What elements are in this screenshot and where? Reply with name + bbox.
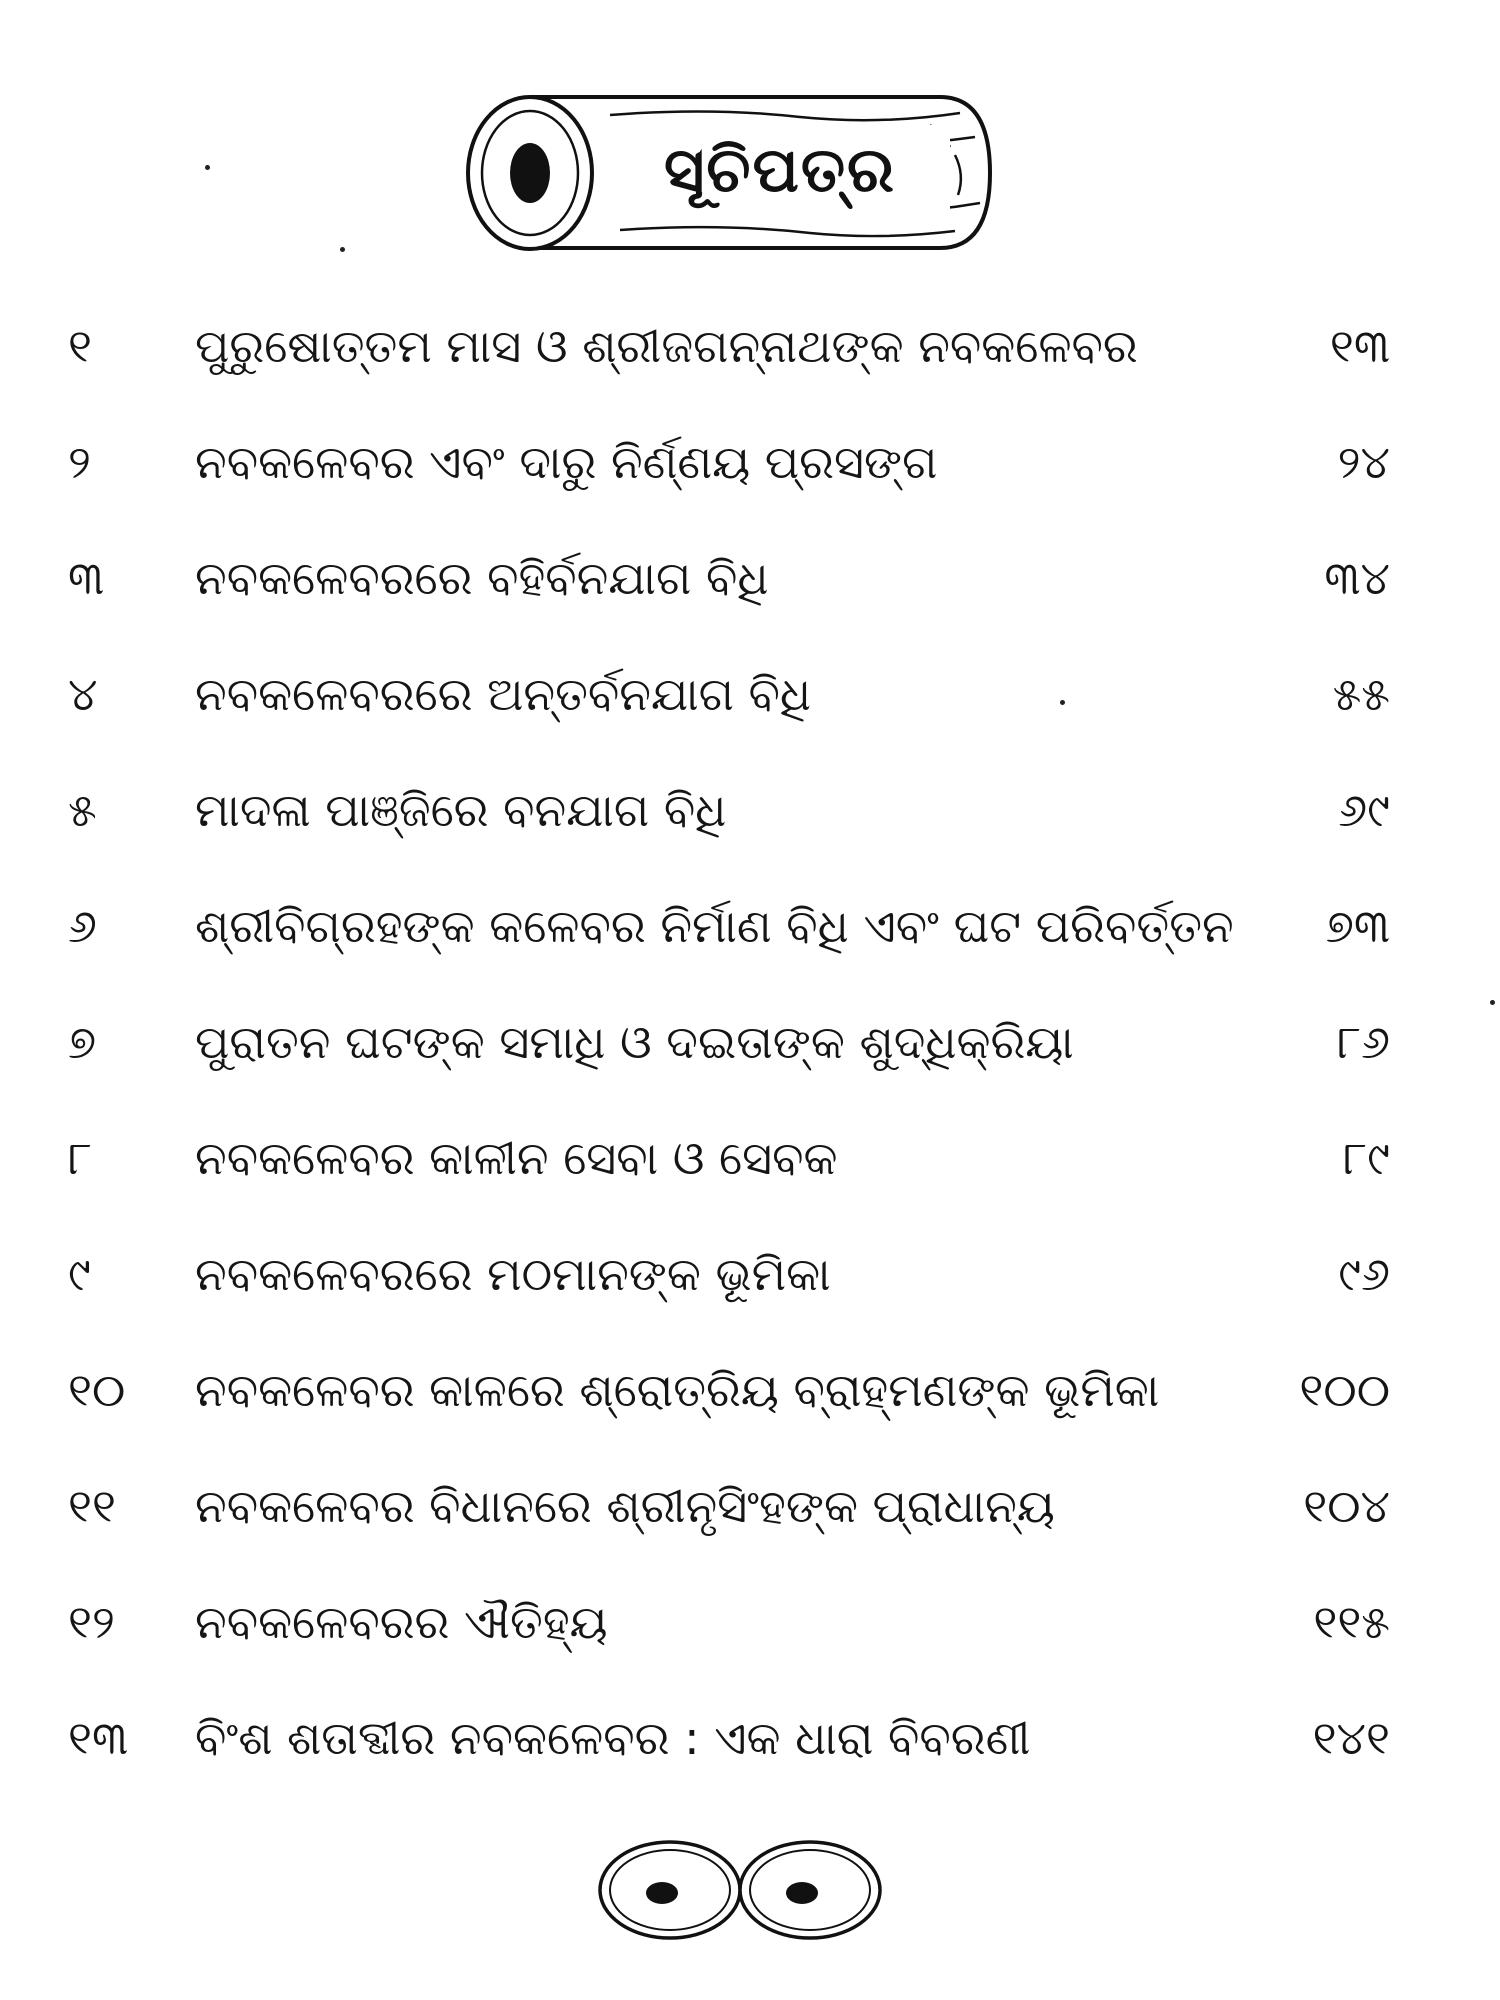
chapter-number: ୧୧ — [68, 1479, 116, 1533]
chapter-number: ୮ — [68, 1131, 93, 1185]
page-number: ୧୦୦ — [1299, 1363, 1390, 1417]
chapter-title: ପୁରାତନ ଘଟଙ୍କ ସମାଧି ଓ ଦଇତାଙ୍କ ଶୁଦ୍ଧିକ୍ରିୟା — [195, 1015, 1074, 1069]
chapter-number: ୧୦ — [68, 1363, 126, 1417]
chapter-number: ୧୨ — [68, 1595, 115, 1649]
chapter-number: ୧ — [68, 319, 92, 373]
page-number: ୫୫ — [1332, 667, 1390, 721]
chapter-title: ନବକଳେବର କାଳରେ ଶ୍ରୋତ୍ରିୟ ବ୍ରାହ୍ମଣଙ୍କ ଭୂମିକା — [195, 1363, 1160, 1417]
print-speck — [340, 247, 345, 252]
list-item[interactable] — [0, 1568, 1500, 1684]
chapter-title: ନବକଳେବରରେ ଅନ୍ତର୍ବନଯାଗ ବିଧି — [195, 667, 812, 721]
chapter-title: ନବକଳେବର ଏବଂ ଦାରୁ ନିର୍ଣ୍ଣୟ ପ୍ରସଙ୍ଗ — [195, 435, 938, 489]
page-number: ୮୯ — [1343, 1131, 1390, 1185]
chapter-number: ୫ — [68, 783, 97, 837]
list-item[interactable] — [0, 1336, 1500, 1452]
jagannath-eyes-icon — [590, 1835, 890, 1945]
page-number: ୧୪୧ — [1312, 1711, 1390, 1765]
chapter-title: ଶ୍ରୀବିଗ୍ରହଙ୍କ କଳେବର ନିର୍ମାଣ ବିଧି ଏବଂ ଘଟ ପରିବର୍ତ୍ତନ — [195, 899, 1234, 953]
list-item[interactable] — [0, 524, 1500, 640]
chapter-number: ୪ — [68, 667, 98, 721]
list-item[interactable] — [0, 872, 1500, 988]
toc-list — [0, 292, 1500, 1800]
page-number: ୧୩ — [1329, 319, 1390, 373]
list-item[interactable] — [0, 1684, 1500, 1800]
chapter-title: ନବକଳେବରରେ ବହିର୍ବନଯାଗ ବିଧି — [195, 551, 769, 605]
list-item[interactable] — [0, 1220, 1500, 1336]
chapter-title: ନବକଳେବର ବିଧାନରେ ଶ୍ରୀନୃସିଂହଙ୍କ ପ୍ରାଧାନ୍ୟ — [195, 1479, 1055, 1533]
list-item[interactable] — [0, 292, 1500, 408]
page-title: ସୂଚିପତ୍ର — [610, 125, 950, 215]
page-number: ୯୬ — [1338, 1247, 1390, 1301]
page-number: ୮୬ — [1337, 1015, 1390, 1069]
chapter-title: ନବକଳେବର କାଳୀନ ସେବା ଓ ସେବକ — [195, 1131, 838, 1185]
chapter-number: ୬ — [68, 899, 97, 953]
chapter-number: ୩ — [68, 551, 105, 605]
chapter-number: ୯ — [68, 1247, 91, 1301]
list-item[interactable] — [0, 988, 1500, 1104]
page-number: ୬୯ — [1338, 783, 1390, 837]
footer-ornament — [590, 1835, 890, 1945]
list-item[interactable] — [0, 756, 1500, 872]
chapter-number: ୭ — [68, 1015, 97, 1069]
chapter-number: ୧୩ — [68, 1711, 129, 1765]
header-ornament — [460, 85, 1000, 260]
list-item[interactable] — [0, 640, 1500, 756]
list-item[interactable] — [0, 1104, 1500, 1220]
list-item[interactable] — [0, 408, 1500, 524]
page-number: ୩୪ — [1324, 551, 1390, 605]
chapter-title: ପୁରୁଷୋତ୍ତମ ମାସ ଓ ଶ୍ରୀଜଗନ୍ନାଥଙ୍କ ନବକଳେବର — [195, 319, 1138, 373]
chapter-number: ୨ — [68, 435, 91, 489]
chapter-title: ନବକଳେବରରେ ମଠମାନଙ୍କ ଭୂମିକା — [195, 1247, 831, 1301]
chapter-title: ନବକଳେବରର ଐତିହ୍ୟ — [195, 1595, 608, 1649]
page-number: ୧୧୫ — [1313, 1595, 1390, 1649]
chapter-title: ବିଂଶ ଶତାବ୍ଦୀର ନବକଳେବର : ଏକ ଧାରା ବିବରଣୀ — [195, 1711, 1031, 1765]
page-number: ୧୦୪ — [1303, 1479, 1390, 1533]
chapter-title: ମାଦଳା ପାଞ୍ଜିରେ ବନଯାଗ ବିଧି — [195, 783, 727, 837]
page-number: ୭୩ — [1325, 899, 1390, 953]
page-number: ୨୪ — [1337, 435, 1390, 489]
list-item[interactable] — [0, 1452, 1500, 1568]
print-speck — [205, 165, 210, 170]
